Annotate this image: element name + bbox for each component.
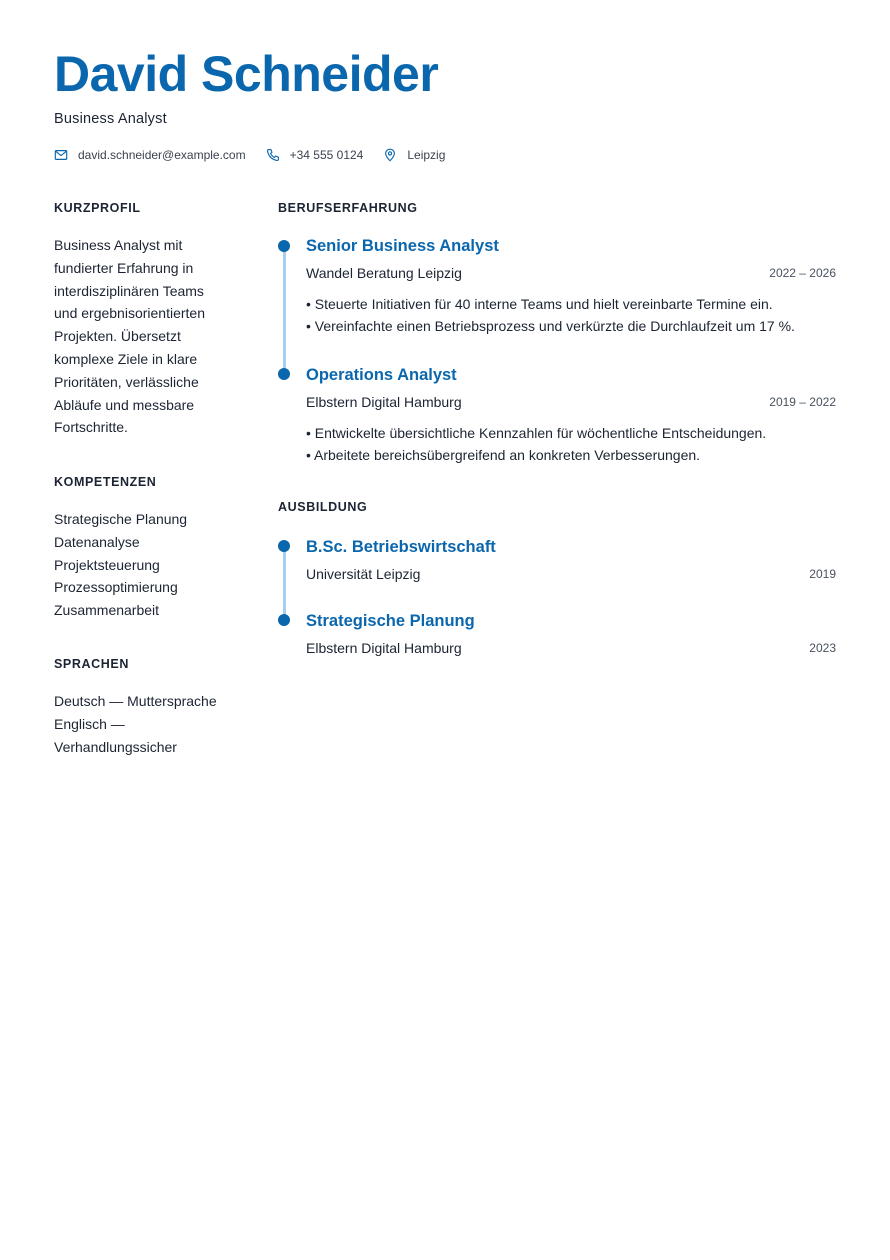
profile-line: komplexe Ziele in klare <box>54 350 198 367</box>
bullet-item: • Arbeitete bereichsübergreifend an konkreten Verbesserungen. <box>306 447 701 463</box>
bullet-item: • Steuerte Initiativen für 40 interne Teams und hielt vereinbarte Termine ein. <box>306 296 773 312</box>
phone-icon <box>266 148 280 162</box>
education-date: 2023 <box>809 641 836 655</box>
skill-item: Strategische Planung <box>54 511 188 527</box>
bullet-item: • Vereinfachte einen Betriebsprozess und verkürzte die Durchlaufzeit um 17 %. <box>306 318 795 334</box>
profile-line: Prioritäten, verlässliche <box>54 373 199 390</box>
skill-item: Datenanalyse <box>54 533 140 550</box>
skill-item: Prozessoptimierung <box>54 579 178 596</box>
job-company: Elbstern Digital Hamburg <box>306 394 462 410</box>
profile-line: Business Analyst mit <box>54 237 183 253</box>
profile-line: Abläufe und messbare <box>54 396 195 413</box>
contact-phone[interactable] <box>266 148 364 162</box>
profile-heading: KURZPROFIL <box>54 201 141 215</box>
education-institution: Universität Leipzig <box>306 566 421 582</box>
profile-summary <box>54 234 244 439</box>
languages-heading: SPRACHEN <box>54 657 129 671</box>
contact-bar <box>54 146 465 164</box>
contact-location-text: Leipzig <box>407 148 446 162</box>
candidate-role: Business Analyst <box>54 111 167 127</box>
mail-icon <box>54 148 68 162</box>
job-dates: 2022 – 2026 <box>769 266 836 280</box>
experience-timeline-line <box>283 246 286 374</box>
job-company: Wandel Beratung Leipzig <box>306 265 462 281</box>
profile-line: interdisziplinären Teams <box>54 282 204 299</box>
education-heading: AUSBILDUNG <box>278 500 368 514</box>
candidate-name: David Schneider <box>54 46 439 102</box>
timeline-dot <box>278 614 290 626</box>
degree-title: B.Sc. Betriebswirtschaft <box>306 538 496 556</box>
language-item: Englisch — <box>54 715 125 732</box>
skill-item: Projektsteuerung <box>54 556 160 573</box>
timeline-dot <box>278 540 290 552</box>
job-bullets <box>306 293 846 337</box>
timeline-dot <box>278 240 290 252</box>
location-pin-icon <box>383 148 397 162</box>
skills-list <box>54 508 244 622</box>
education-date: 2019 <box>809 567 836 581</box>
language-item: Verhandlungssicher <box>54 738 177 755</box>
education-institution: Elbstern Digital Hamburg <box>306 640 462 656</box>
contact-email-text: david.schneider@example.com <box>78 148 246 162</box>
profile-line: Projekten. Übersetzt <box>54 328 181 345</box>
languages-list <box>54 690 244 758</box>
contact-email[interactable] <box>54 148 246 162</box>
job-title: Senior Business Analyst <box>306 237 499 255</box>
profile-line: und ergebnisorientierten <box>54 305 205 322</box>
job-bullets <box>306 422 846 466</box>
contact-location <box>383 148 445 162</box>
timeline-dot <box>278 368 290 380</box>
degree-title: Strategische Planung <box>306 612 475 630</box>
job-dates: 2019 – 2022 <box>769 395 836 409</box>
bullet-item: • Entwickelte übersichtliche Kennzahlen für wöchentliche Entscheidungen. <box>306 425 767 441</box>
profile-line: Fortschritte. <box>54 419 128 436</box>
profile-line: fundierter Erfahrung in <box>54 259 194 276</box>
job-title: Operations Analyst <box>306 366 457 384</box>
experience-heading: BERUFSERFAHRUNG <box>278 201 418 215</box>
skill-item: Zusammenarbeit <box>54 602 160 619</box>
language-item: Deutsch — Muttersprache <box>54 693 217 709</box>
skills-heading: KOMPETENZEN <box>54 475 157 489</box>
education-timeline-line <box>283 546 286 620</box>
contact-phone-text: +34 555 0124 <box>289 148 364 162</box>
